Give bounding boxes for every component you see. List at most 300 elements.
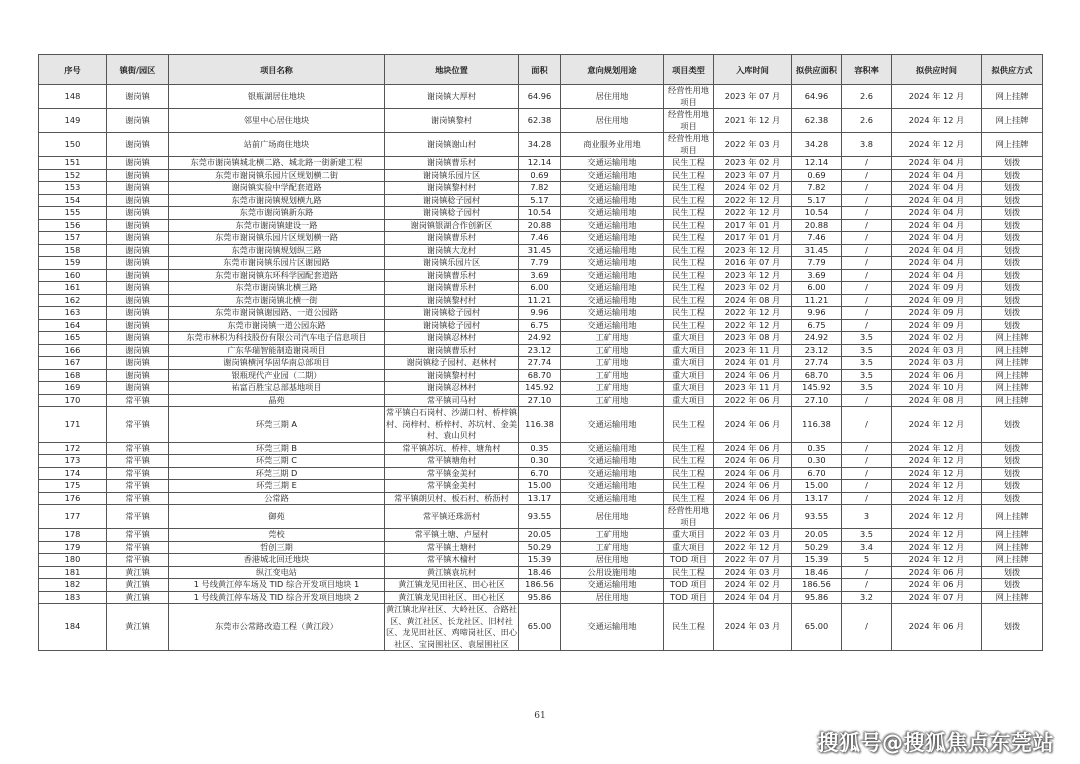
table-cell: 168: [39, 369, 107, 382]
land-supply-table: [38, 54, 1043, 651]
column-header: 入库时间: [714, 55, 792, 85]
table-cell: 谢岗镇: [107, 282, 169, 295]
table-cell: 谢岗镇稔子园村: [385, 307, 519, 320]
table-cell: 常平镇还珠沥村: [385, 505, 519, 529]
table-cell: 2022 年 06 月: [714, 394, 792, 407]
table-cell: 5.17: [519, 194, 561, 207]
table-cell: 经营性用地项目: [664, 109, 714, 133]
table-cell: 2024 年 06 月: [714, 492, 792, 505]
table-cell: 划拨: [982, 207, 1043, 220]
table-cell: 居住用地: [561, 85, 664, 109]
table-row: [39, 194, 1043, 207]
table-cell: /: [842, 455, 892, 468]
table-cell: 谢岗镇曹乐村: [385, 157, 519, 170]
table-cell: 民生工程: [664, 307, 714, 320]
table-cell: 2024 年 04 月: [892, 157, 982, 170]
table-cell: 2.6: [842, 109, 892, 133]
table-cell: TOD 项目: [664, 591, 714, 604]
table-cell: 邻里中心居住地块: [169, 109, 385, 133]
table-row: [39, 232, 1043, 245]
table-cell: 交通运输用地: [561, 257, 664, 270]
table-cell: 划拨: [982, 319, 1043, 332]
table-cell: 重大项目: [664, 529, 714, 542]
table-cell: /: [842, 407, 892, 443]
table-row: [39, 207, 1043, 220]
table-cell: 常平镇苏坑、桥梓、塘角村: [385, 442, 519, 455]
table-cell: 谢岗镇大厚村: [385, 85, 519, 109]
table-cell: 0.35: [792, 442, 842, 455]
table-cell: 3: [842, 505, 892, 529]
table-cell: 148: [39, 85, 107, 109]
table-cell: 173: [39, 455, 107, 468]
table-cell: 哲创三期: [169, 541, 385, 554]
table-cell: 2024 年 07 月: [892, 591, 982, 604]
table-cell: 62.38: [792, 109, 842, 133]
table-cell: 环莞三期 B: [169, 442, 385, 455]
table-cell: 3.69: [519, 269, 561, 282]
table-cell: 网上挂牌: [982, 369, 1043, 382]
table-cell: 2023 年 02 月: [714, 157, 792, 170]
table-cell: 181: [39, 566, 107, 579]
table-cell: 谢岗镇: [107, 133, 169, 157]
table-cell: /: [842, 282, 892, 295]
table-cell: 谢岗镇: [107, 369, 169, 382]
table-cell: 2022 年 12 月: [714, 207, 792, 220]
table-cell: 东莞市谢岗镇新东路: [169, 207, 385, 220]
table-cell: 谢岗镇: [107, 219, 169, 232]
table-cell: 2024 年 09 月: [892, 307, 982, 320]
table-cell: 民生工程: [664, 319, 714, 332]
table-cell: 谢岗镇乐园片区: [385, 169, 519, 182]
table-cell: 145.92: [792, 382, 842, 395]
table-cell: 谢岗镇: [107, 382, 169, 395]
table-cell: 2023 年 11 月: [714, 382, 792, 395]
table-cell: 谢岗镇: [107, 357, 169, 370]
table-cell: 划拨: [982, 566, 1043, 579]
table-row: [39, 269, 1043, 282]
table-cell: 谢岗镇: [107, 294, 169, 307]
table-cell: 东莞市谢岗镇规划横九路: [169, 194, 385, 207]
table-cell: 民生工程: [664, 492, 714, 505]
table-cell: 常平镇: [107, 394, 169, 407]
table-cell: 2024 年 12 月: [892, 505, 982, 529]
table-cell: 2024 年 02 月: [714, 579, 792, 592]
table-cell: 谢岗镇: [107, 319, 169, 332]
table-cell: 159: [39, 257, 107, 270]
table-cell: 2024 年 01 月: [714, 357, 792, 370]
table-cell: 62.38: [519, 109, 561, 133]
table-cell: 18.46: [519, 566, 561, 579]
table-cell: 黄江镇: [107, 591, 169, 604]
table-cell: TOD 项目: [664, 554, 714, 567]
table-cell: 常平镇: [107, 529, 169, 542]
table-cell: 网上挂牌: [982, 382, 1043, 395]
table-cell: 交通运输用地: [561, 282, 664, 295]
table-cell: 2023 年 02 月: [714, 282, 792, 295]
table-cell: 2023 年 07 月: [714, 85, 792, 109]
column-header: 容积率: [842, 55, 892, 85]
table-cell: 公用设施用地: [561, 566, 664, 579]
table-cell: 2024 年 06 月: [714, 455, 792, 468]
table-cell: 177: [39, 505, 107, 529]
table-cell: 13.17: [519, 492, 561, 505]
table-cell: 169: [39, 382, 107, 395]
table-row: [39, 455, 1043, 468]
table-row: [39, 407, 1043, 443]
table-cell: 谢岗镇横河华固华南总部项目: [169, 357, 385, 370]
table-cell: 2024 年 02 月: [892, 332, 982, 345]
table-cell: 6.70: [792, 467, 842, 480]
table-cell: 交通运输用地: [561, 232, 664, 245]
table-cell: 2024 年 04 月: [892, 257, 982, 270]
table-cell: /: [842, 232, 892, 245]
table-cell: 186.56: [792, 579, 842, 592]
table-cell: 民生工程: [664, 169, 714, 182]
table-row: [39, 294, 1043, 307]
table-cell: 东莞市谢岗镇乐园片区规划横二街: [169, 169, 385, 182]
table-cell: /: [842, 480, 892, 493]
column-header: 拟供应方式: [982, 55, 1043, 85]
table-row: [39, 591, 1043, 604]
table-cell: 常平镇土塘村: [385, 541, 519, 554]
table-cell: 2024 年 12 月: [892, 442, 982, 455]
table-cell: 170: [39, 394, 107, 407]
table-cell: 2024 年 09 月: [892, 282, 982, 295]
table-cell: 2024 年 03 月: [714, 604, 792, 651]
table-cell: 划拨: [982, 244, 1043, 257]
table-cell: 工矿用地: [561, 382, 664, 395]
column-header: 地块位置: [385, 55, 519, 85]
table-row: [39, 257, 1043, 270]
table-cell: /: [842, 394, 892, 407]
table-cell: 31.45: [519, 244, 561, 257]
table-cell: 3.4: [842, 541, 892, 554]
table-header-row: [39, 55, 1043, 85]
table-cell: 7.46: [792, 232, 842, 245]
table-row: [39, 480, 1043, 493]
table-cell: 23.12: [519, 344, 561, 357]
table-cell: 民生工程: [664, 257, 714, 270]
table-cell: /: [842, 257, 892, 270]
table-cell: 谢岗镇: [107, 232, 169, 245]
column-header: 意向规划用途: [561, 55, 664, 85]
table-row: [39, 442, 1043, 455]
table-cell: 民生工程: [664, 442, 714, 455]
table-cell: 常平镇: [107, 492, 169, 505]
table-cell: 网上挂牌: [982, 85, 1043, 109]
table-cell: 谢岗镇黎村: [385, 109, 519, 133]
table-cell: 12.14: [519, 157, 561, 170]
table-cell: 划拨: [982, 407, 1043, 443]
table-cell: 93.55: [792, 505, 842, 529]
table-row: [39, 344, 1043, 357]
table-cell: 谢岗镇: [107, 207, 169, 220]
column-header: 镇街/园区: [107, 55, 169, 85]
table-cell: 谢岗镇黎村村: [385, 369, 519, 382]
table-cell: 13.17: [792, 492, 842, 505]
table-cell: 2022 年 03 月: [714, 529, 792, 542]
table-cell: 常平镇: [107, 505, 169, 529]
table-cell: 划拨: [982, 294, 1043, 307]
table-cell: 9.96: [519, 307, 561, 320]
table-cell: 东莞市谢岗镇谢园路、一道公园路: [169, 307, 385, 320]
table-cell: 民生工程: [664, 194, 714, 207]
table-cell: 工矿用地: [561, 369, 664, 382]
table-row: [39, 133, 1043, 157]
table-cell: 0.35: [519, 442, 561, 455]
column-header: 拟供应面积: [792, 55, 842, 85]
table-cell: 划拨: [982, 442, 1043, 455]
table-cell: 网上挂牌: [982, 591, 1043, 604]
table-cell: 3.8: [842, 133, 892, 157]
table-cell: 重大项目: [664, 369, 714, 382]
table-cell: 网上挂牌: [982, 529, 1043, 542]
table-cell: 银瓶湖居住地块: [169, 85, 385, 109]
table-cell: /: [842, 269, 892, 282]
table-cell: 183: [39, 591, 107, 604]
table-cell: 2024 年 06 月: [714, 467, 792, 480]
table-cell: 2024 年 12 月: [892, 407, 982, 443]
table-cell: 居住用地: [561, 109, 664, 133]
table-cell: 153: [39, 182, 107, 195]
table-cell: 7.79: [519, 257, 561, 270]
table-cell: 2023 年 12 月: [714, 244, 792, 257]
table-cell: 民生工程: [664, 207, 714, 220]
table-cell: 162: [39, 294, 107, 307]
table-cell: 11.21: [792, 294, 842, 307]
table-row: [39, 182, 1043, 195]
table-cell: 27.74: [792, 357, 842, 370]
table-cell: 东莞市谢岗镇北横三路: [169, 282, 385, 295]
table-cell: 18.46: [792, 566, 842, 579]
table-cell: 东莞市谢岗镇乐园片区规划横一路: [169, 232, 385, 245]
table-cell: 东莞市谢岗镇规划纵三路: [169, 244, 385, 257]
table-cell: 50.29: [792, 541, 842, 554]
table-cell: 2024 年 12 月: [892, 467, 982, 480]
table-cell: 2024 年 06 月: [892, 566, 982, 579]
table-cell: 黄江镇: [107, 604, 169, 651]
table-cell: 谢岗镇大龙村: [385, 244, 519, 257]
table-cell: 2024 年 06 月: [892, 579, 982, 592]
table-cell: 东莞市谢岗镇建设一路: [169, 219, 385, 232]
table-cell: 2024 年 06 月: [714, 407, 792, 443]
table-cell: 民生工程: [664, 566, 714, 579]
table-cell: 15.39: [519, 554, 561, 567]
table-cell: 2022 年 12 月: [714, 194, 792, 207]
table-cell: 划拨: [982, 257, 1043, 270]
table-cell: 常平镇木棆村: [385, 554, 519, 567]
table-row: [39, 541, 1043, 554]
table-row: [39, 554, 1043, 567]
table-cell: 23.12: [792, 344, 842, 357]
table-cell: 3.69: [792, 269, 842, 282]
table-cell: 10.54: [519, 207, 561, 220]
table-cell: 东莞市公常路改造工程（黄江段）: [169, 604, 385, 651]
table-cell: 2024 年 04 月: [892, 232, 982, 245]
table-cell: 0.69: [519, 169, 561, 182]
table-cell: 常平镇土塘、卢屋村: [385, 529, 519, 542]
table-cell: 环莞三期 D: [169, 467, 385, 480]
table-cell: 工矿用地: [561, 332, 664, 345]
table-cell: /: [842, 294, 892, 307]
table-cell: 2024 年 06 月: [892, 369, 982, 382]
column-header: 项目名称: [169, 55, 385, 85]
table-cell: 2017 年 01 月: [714, 232, 792, 245]
table-cell: 谢岗镇曹乐村: [385, 269, 519, 282]
table-cell: 186.56: [519, 579, 561, 592]
table-cell: /: [842, 579, 892, 592]
table-cell: 交通运输用地: [561, 294, 664, 307]
table-cell: 64.96: [519, 85, 561, 109]
table-cell: 交通运输用地: [561, 492, 664, 505]
table-cell: 重大项目: [664, 394, 714, 407]
table-cell: 划拨: [982, 492, 1043, 505]
table-cell: 3.5: [842, 529, 892, 542]
table-cell: 7.79: [792, 257, 842, 270]
table-cell: 常平镇金美村: [385, 480, 519, 493]
table-cell: 交通运输用地: [561, 219, 664, 232]
table-cell: 环莞三期 E: [169, 480, 385, 493]
table-cell: 网上挂牌: [982, 541, 1043, 554]
table-cell: 谢岗镇: [107, 182, 169, 195]
table-cell: 广东华瑞智能制造谢岗项目: [169, 344, 385, 357]
table-cell: 网上挂牌: [982, 344, 1043, 357]
table-cell: 东莞市谢岗镇东环科学园配套道路: [169, 269, 385, 282]
table-cell: 经营性用地项目: [664, 133, 714, 157]
table-cell: 2024 年 08 月: [714, 294, 792, 307]
table-cell: 2024 年 10 月: [892, 382, 982, 395]
table-cell: 交通运输用地: [561, 442, 664, 455]
table-cell: 居住用地: [561, 554, 664, 567]
table-cell: 2024 年 09 月: [892, 294, 982, 307]
table-cell: 6.75: [792, 319, 842, 332]
table-cell: 环莞三期 A: [169, 407, 385, 443]
table-cell: 156: [39, 219, 107, 232]
table-cell: 2024 年 03 月: [892, 357, 982, 370]
table-cell: 1 号线黄江停车场及 TID 综合开发项目地块 1: [169, 579, 385, 592]
table-cell: 谢岗镇: [107, 85, 169, 109]
table-cell: 常平镇朗贝村、板石村、桥沥村: [385, 492, 519, 505]
column-header: 拟供应时间: [892, 55, 982, 85]
table-cell: 2024 年 06 月: [714, 480, 792, 493]
table-cell: 谢岗镇: [107, 194, 169, 207]
table-cell: 谢岗镇稔子园村: [385, 319, 519, 332]
table-cell: 2024 年 12 月: [892, 109, 982, 133]
table-cell: 环莞三期 C: [169, 455, 385, 468]
table-cell: 谢岗镇黎村村: [385, 294, 519, 307]
table-cell: 重大项目: [664, 357, 714, 370]
table-cell: 6.75: [519, 319, 561, 332]
table-cell: 交通运输用地: [561, 604, 664, 651]
table-cell: 2023 年 11 月: [714, 344, 792, 357]
table-cell: 网上挂牌: [982, 394, 1043, 407]
table-cell: 2024 年 04 月: [892, 269, 982, 282]
table-row: [39, 319, 1043, 332]
table-cell: 7.82: [792, 182, 842, 195]
table-row: [39, 332, 1043, 345]
table-cell: 谢岗镇: [107, 157, 169, 170]
column-header: 项目类型: [664, 55, 714, 85]
table-row: [39, 369, 1043, 382]
table-cell: 2016 年 07 月: [714, 257, 792, 270]
table-cell: 171: [39, 407, 107, 443]
table-cell: 站前广场商住地块: [169, 133, 385, 157]
table-cell: 0.69: [792, 169, 842, 182]
table-row: [39, 244, 1043, 257]
table-cell: 180: [39, 554, 107, 567]
table-cell: 谢岗镇银湖合作创新区: [385, 219, 519, 232]
table-row: [39, 492, 1043, 505]
table-cell: 划拨: [982, 480, 1043, 493]
table-cell: 2023 年 12 月: [714, 269, 792, 282]
table-cell: 6.70: [519, 467, 561, 480]
table-cell: 2022 年 12 月: [714, 541, 792, 554]
table-cell: 3.5: [842, 369, 892, 382]
table-cell: 经营性用地项目: [664, 85, 714, 109]
table-cell: 24.92: [792, 332, 842, 345]
table-cell: 谢岗镇: [107, 244, 169, 257]
table-cell: 居住用地: [561, 591, 664, 604]
table-cell: 2024 年 12 月: [892, 85, 982, 109]
table-cell: 重大项目: [664, 541, 714, 554]
table-cell: 谢岗镇黎村村: [385, 182, 519, 195]
table-cell: 工矿用地: [561, 394, 664, 407]
table-cell: /: [842, 169, 892, 182]
table-cell: 交通运输用地: [561, 157, 664, 170]
table-row: [39, 357, 1043, 370]
table-cell: 2024 年 12 月: [892, 455, 982, 468]
table-cell: 7.82: [519, 182, 561, 195]
table-cell: 工矿用地: [561, 529, 664, 542]
table-cell: 交通运输用地: [561, 244, 664, 257]
table-cell: 网上挂牌: [982, 554, 1043, 567]
table-cell: 谢岗镇稔子园村: [385, 194, 519, 207]
table-cell: 网上挂牌: [982, 505, 1043, 529]
table-cell: 145.92: [519, 382, 561, 395]
table-cell: 34.28: [519, 133, 561, 157]
table-cell: 公常路: [169, 492, 385, 505]
table-cell: 50.29: [519, 541, 561, 554]
table-cell: 常平镇塘角村: [385, 455, 519, 468]
table-cell: 20.88: [792, 219, 842, 232]
table-cell: 2022 年 12 月: [714, 319, 792, 332]
table-cell: 重大项目: [664, 344, 714, 357]
table-cell: 网上挂牌: [982, 357, 1043, 370]
table-cell: 6.00: [792, 282, 842, 295]
table-cell: 2022 年 12 月: [714, 307, 792, 320]
table-cell: 黄江镇: [107, 579, 169, 592]
table-cell: 划拨: [982, 219, 1043, 232]
table-cell: 交通运输用地: [561, 307, 664, 320]
table-cell: 谢岗镇曹乐村: [385, 344, 519, 357]
table-row: [39, 282, 1043, 295]
table-cell: 2024 年 03 月: [714, 566, 792, 579]
table-cell: 划拨: [982, 467, 1043, 480]
table-cell: 2024 年 04 月: [892, 182, 982, 195]
table-cell: 经营性用地项目: [664, 505, 714, 529]
table-cell: 1 号线黄江停车场及 TID 综合开发项目地块 2: [169, 591, 385, 604]
table-cell: 2021 年 12 月: [714, 109, 792, 133]
table-cell: 15.39: [792, 554, 842, 567]
table-cell: 172: [39, 442, 107, 455]
table-cell: 莞校: [169, 529, 385, 542]
table-cell: 划拨: [982, 269, 1043, 282]
table-cell: 民生工程: [664, 282, 714, 295]
table-row: [39, 529, 1043, 542]
table-cell: 民生工程: [664, 604, 714, 651]
table-cell: 工矿用地: [561, 344, 664, 357]
table-cell: 交通运输用地: [561, 169, 664, 182]
